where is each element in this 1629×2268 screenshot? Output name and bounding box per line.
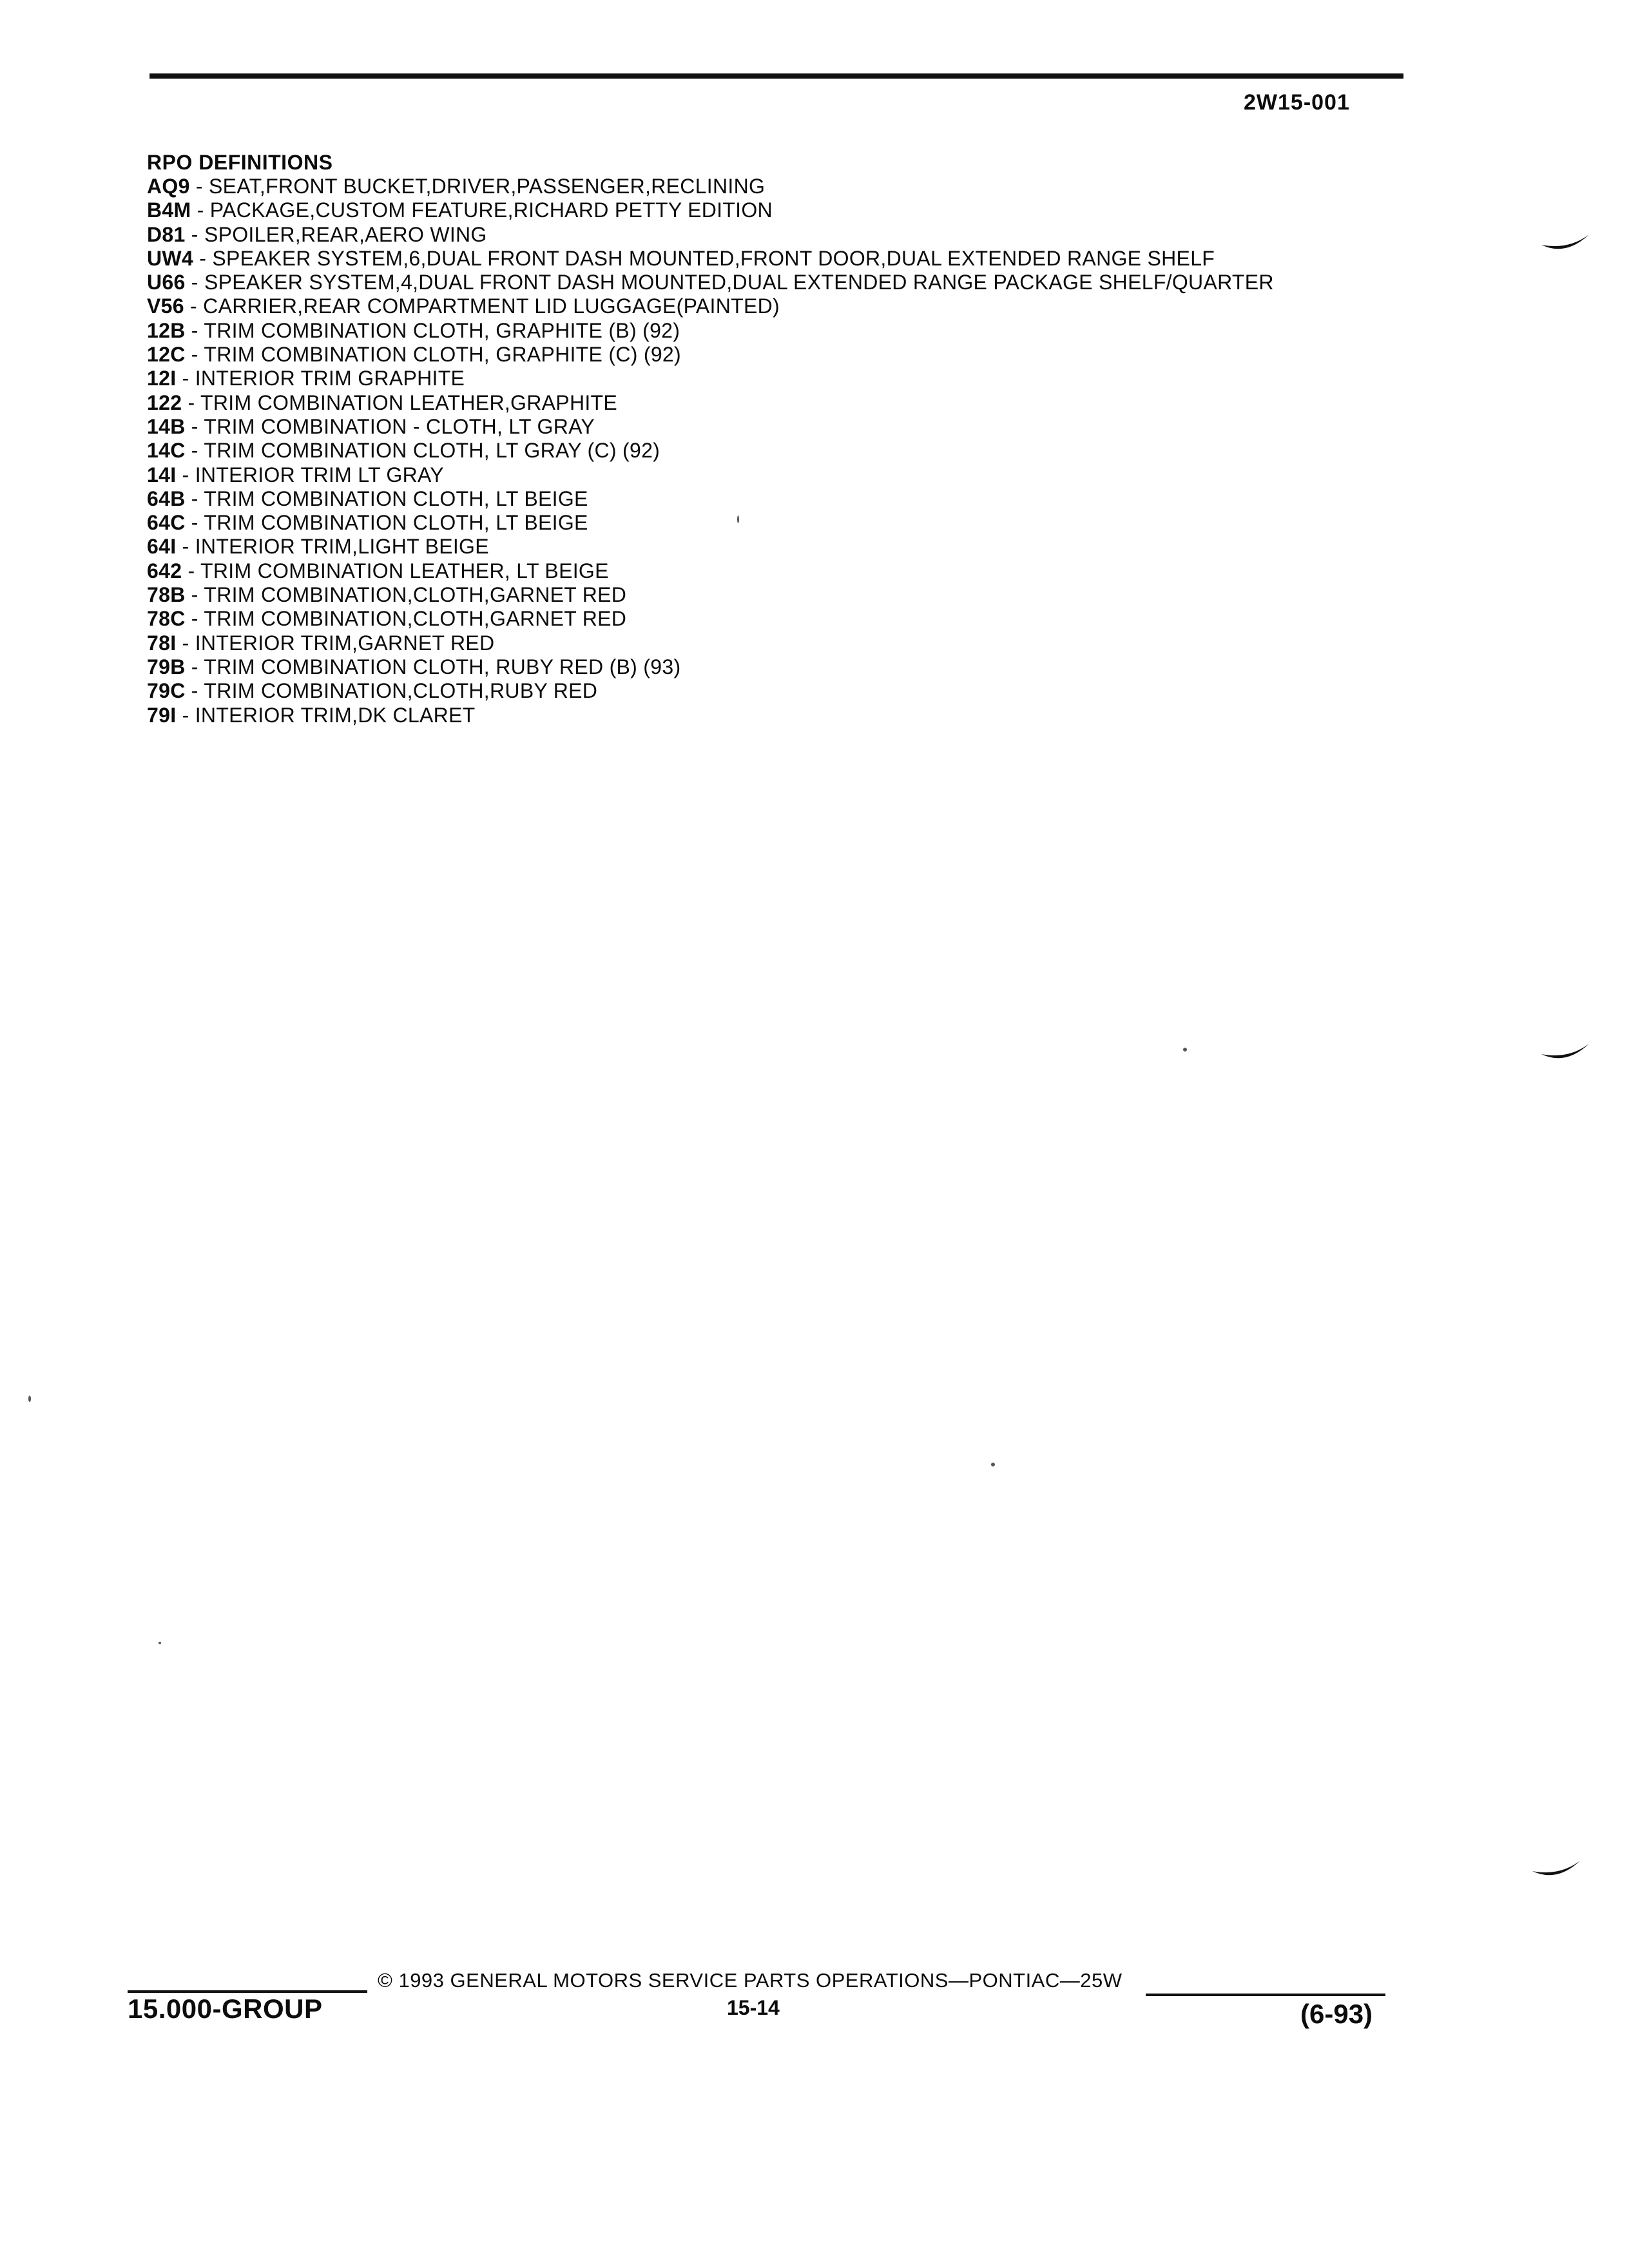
rpo-list (147, 175, 1436, 727)
rpo-item (147, 391, 1436, 415)
scan-speck (1183, 1048, 1187, 1052)
rpo-item (147, 319, 1436, 343)
rpo-heading: RPO DEFINITIONS (147, 151, 333, 174)
rpo-code: 78I (147, 631, 177, 655)
rpo-description: - INTERIOR TRIM LT GRAY (176, 463, 444, 486)
rpo-code: 64C (147, 511, 186, 535)
rpo-item (147, 439, 1436, 463)
rpo-code: 79B (147, 655, 186, 678)
footer-date: (6-93) (1300, 1999, 1373, 2029)
rpo-code: 79I (147, 703, 177, 727)
rpo-item (147, 223, 1436, 247)
rpo-code: AQ9 (147, 175, 190, 198)
rpo-item (147, 487, 1436, 511)
rpo-description: - PACKAGE,CUSTOM FEATURE,RICHARD PETTY EDITION (191, 198, 773, 222)
rpo-code: 78C (147, 607, 186, 631)
rpo-item (147, 655, 1436, 679)
rpo-definitions-section (147, 151, 1436, 727)
rpo-item (147, 559, 1436, 583)
rpo-item (147, 511, 1436, 535)
rpo-description: - CARRIER,REAR COMPARTMENT LID LUGGAGE(PAINTED) (184, 294, 780, 318)
rpo-description: - INTERIOR TRIM,DK CLARET (176, 703, 476, 727)
rpo-code: 64B (147, 486, 186, 510)
rpo-description: - SPEAKER SYSTEM,6,DUAL FRONT DASH MOUNTED,FRONT DOOR,DUAL EXTENDED RANGE SHELF (193, 246, 1215, 270)
rpo-item (147, 631, 1436, 655)
binder-hole-mark-bottom (1531, 1857, 1583, 1883)
rpo-item (147, 271, 1436, 294)
rpo-description: - TRIM COMBINATION CLOTH, LT GRAY (C) (92) (185, 439, 660, 463)
rpo-item (147, 679, 1436, 703)
rpo-code: D81 (147, 222, 186, 246)
binder-hole-mark-middle (1540, 1040, 1592, 1066)
rpo-item (147, 343, 1436, 367)
rpo-description: - INTERIOR TRIM,LIGHT BEIGE (176, 535, 489, 559)
rpo-item (147, 198, 1436, 222)
header-rule (149, 73, 1403, 79)
rpo-description: - SEAT,FRONT BUCKET,DRIVER,PASSENGER,RECLINING (189, 175, 766, 198)
rpo-item (147, 607, 1436, 631)
rpo-description: - TRIM COMBINATION CLOTH, GRAPHITE (C) (92) (185, 343, 681, 367)
footer-copyright: © 1993 GENERAL MOTORS SERVICE PARTS OPERATIONS—PONTIAC—25W (378, 1969, 1123, 1992)
rpo-code: U66 (147, 271, 186, 294)
rpo-code: 64I (147, 535, 177, 559)
rpo-description: - SPOILER,REAR,AERO WING (185, 222, 487, 246)
scan-speck (159, 1642, 161, 1644)
rpo-description: - TRIM COMBINATION,CLOTH,RUBY RED (185, 679, 598, 703)
scan-speck (991, 1463, 995, 1466)
rpo-code: 12B (147, 318, 186, 342)
rpo-description: - SPEAKER SYSTEM,4,DUAL FRONT DASH MOUNTED,DUAL EXTENDED RANGE PACKAGE SHELF/QUARTER (185, 271, 1274, 294)
rpo-code: 14I (147, 463, 177, 486)
rpo-description: - INTERIOR TRIM,GARNET RED (176, 631, 495, 655)
rpo-code: UW4 (147, 246, 194, 270)
rpo-code: 78B (147, 583, 186, 607)
rpo-code: 122 (147, 390, 182, 414)
footer-page-number: 15-14 (727, 1996, 780, 2019)
footer-group-label: 15.000-GROUP (128, 1994, 323, 2024)
footer-rule-right (1146, 1994, 1385, 1996)
rpo-item (147, 247, 1436, 271)
rpo-code: 642 (147, 559, 182, 582)
rpo-item (147, 367, 1436, 390)
rpo-description: - INTERIOR TRIM GRAPHITE (176, 367, 465, 390)
rpo-item (147, 583, 1436, 607)
rpo-code: B4M (147, 198, 191, 222)
rpo-item (147, 463, 1436, 487)
rpo-code: 14C (147, 439, 186, 463)
rpo-item (147, 415, 1436, 439)
rpo-description: - TRIM COMBINATION LEATHER, LT BEIGE (182, 559, 609, 582)
rpo-item (147, 175, 1436, 198)
rpo-description: - TRIM COMBINATION - CLOTH, LT GRAY (185, 414, 595, 438)
rpo-description: - TRIM COMBINATION CLOTH, GRAPHITE (B) (92) (185, 318, 680, 342)
rpo-item (147, 704, 1436, 727)
rpo-code: V56 (147, 294, 184, 318)
rpo-code: 14B (147, 414, 186, 438)
rpo-code: 12C (147, 343, 186, 367)
rpo-description: - TRIM COMBINATION CLOTH, RUBY RED (B) (93) (185, 655, 681, 678)
rpo-description: - TRIM COMBINATION CLOTH, LT BEIGE (185, 486, 588, 510)
rpo-description: - TRIM COMBINATION LEATHER,GRAPHITE (182, 390, 618, 414)
rpo-description: - TRIM COMBINATION,CLOTH,GARNET RED (185, 583, 627, 607)
footer-rule-left (128, 1990, 367, 1993)
rpo-description: - TRIM COMBINATION,CLOTH,GARNET RED (185, 607, 627, 631)
rpo-item (147, 535, 1436, 559)
rpo-code: 79C (147, 679, 186, 703)
scan-speck (737, 515, 739, 523)
scan-speck (28, 1396, 31, 1402)
rpo-code: 12I (147, 367, 177, 390)
binder-hole-mark-top (1540, 231, 1592, 256)
document-id: 2W15-001 (1244, 90, 1350, 115)
rpo-item (147, 294, 1436, 318)
rpo-description: - TRIM COMBINATION CLOTH, LT BEIGE (185, 511, 588, 535)
